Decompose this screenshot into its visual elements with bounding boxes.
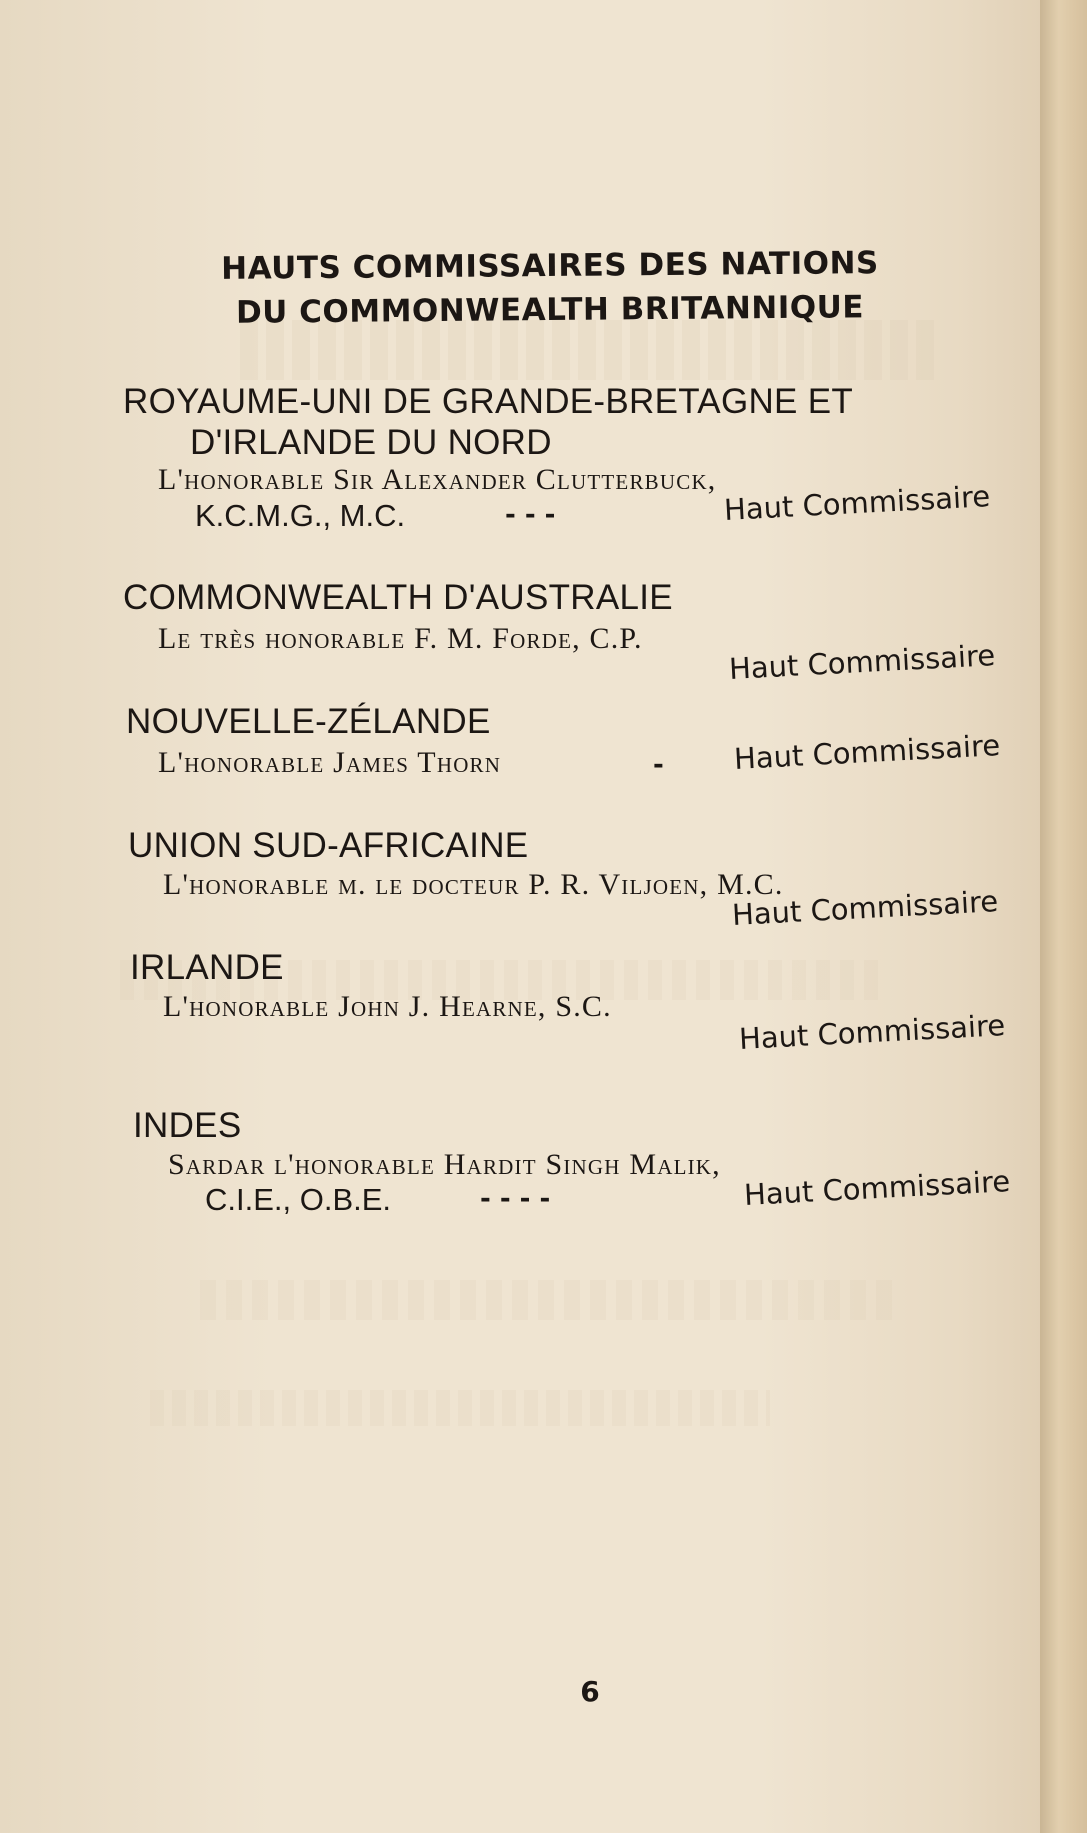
country-heading: NOUVELLE-ZÉLANDE bbox=[126, 702, 491, 741]
commissioner-honours: C.I.E., O.B.E. bbox=[205, 1182, 392, 1217]
page-number: 6 bbox=[580, 1675, 600, 1708]
page-title-line-1: HAUTS COMMISSAIRES DES NATIONS bbox=[221, 245, 879, 287]
role-title: Haut Commissaire bbox=[738, 1008, 1006, 1056]
commissioner-name: Sardar l'honorable Hardit Singh Malik, bbox=[168, 1148, 721, 1181]
country-heading-line-2: D'IRLANDE DU NORD bbox=[190, 423, 552, 462]
role-title: Haut Commissaire bbox=[731, 884, 999, 932]
dash-leader: - - - - bbox=[480, 1184, 551, 1214]
role-title: Haut Commissaire bbox=[743, 1164, 1011, 1212]
page-title-line-2: DU COMMONWEALTH BRITANNIQUE bbox=[235, 289, 865, 331]
commissioner-name: Le très honorable F. M. Forde, C.P. bbox=[158, 622, 643, 655]
commissioner-name: L'honorable John J. Hearne, S.C. bbox=[163, 990, 612, 1023]
dash-leader: - bbox=[653, 750, 664, 780]
page-edge bbox=[1040, 0, 1087, 1833]
country-heading: COMMONWEALTH D'AUSTRALIE bbox=[123, 578, 673, 617]
country-heading: IRLANDE bbox=[130, 948, 284, 987]
role-title: Haut Commissaire bbox=[723, 479, 991, 527]
dash-leader: - - - bbox=[505, 500, 556, 530]
country-heading: INDES bbox=[133, 1106, 242, 1145]
bleed-through-texture bbox=[200, 1280, 900, 1320]
commissioner-honours: K.C.M.G., M.C. bbox=[195, 498, 406, 533]
role-title: Haut Commissaire bbox=[728, 638, 996, 686]
commissioner-name: L'honorable Sir Alexander Clutterbuck, bbox=[158, 463, 717, 496]
role-title: Haut Commissaire bbox=[733, 728, 1001, 776]
commissioner-name: L'honorable m. le docteur P. R. Viljoen, M.C. bbox=[163, 868, 784, 901]
country-heading: ROYAUME-UNI DE GRANDE-BRETAGNE ET bbox=[123, 382, 854, 421]
bleed-through-texture bbox=[150, 1390, 770, 1426]
country-heading: UNION SUD-AFRICAINE bbox=[128, 826, 529, 865]
commissioner-name: L'honorable James Thorn bbox=[158, 746, 502, 779]
